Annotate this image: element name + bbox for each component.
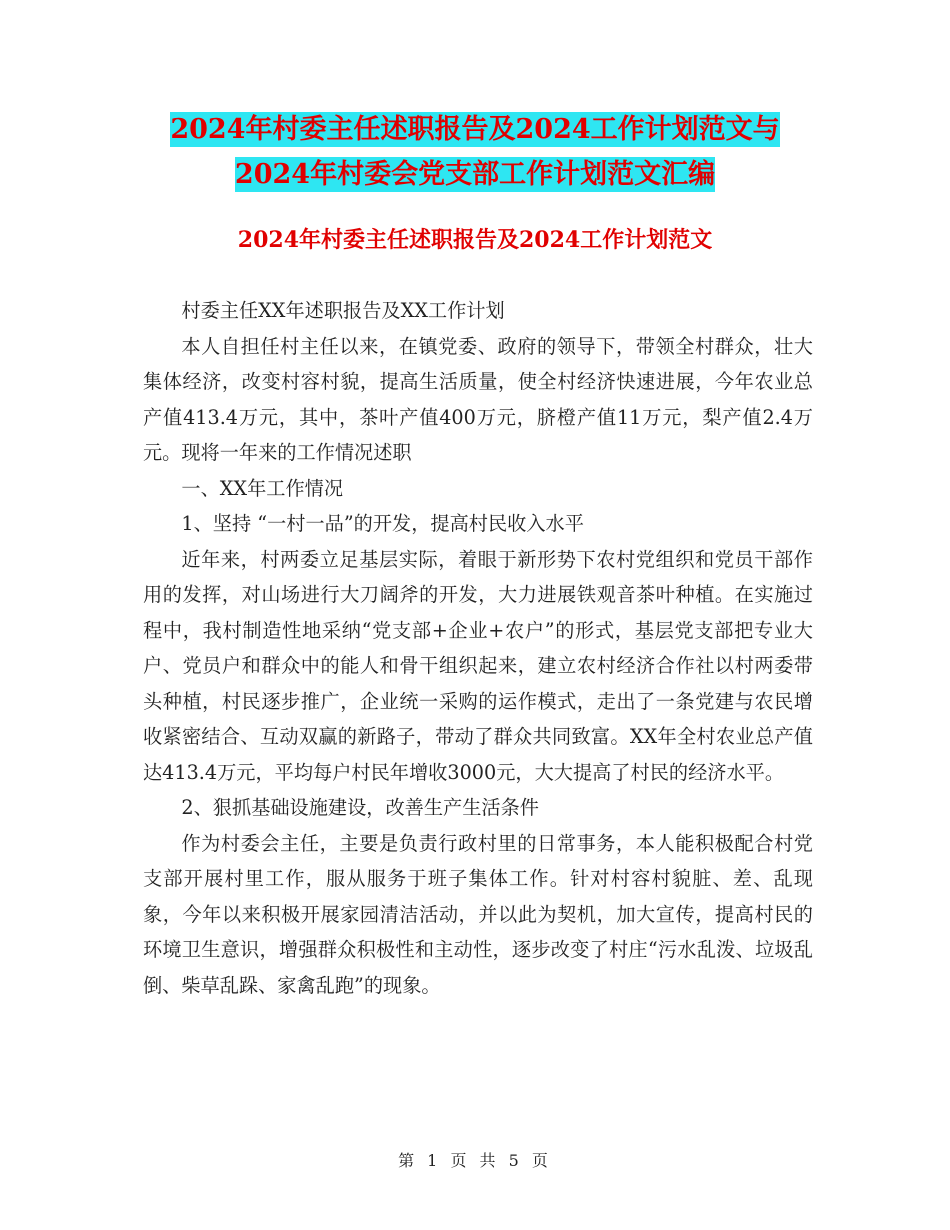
- section-title: 2024年村委主任述职报告及2024工作计划范文: [237, 227, 713, 253]
- document-title-line-2: [0, 155, 950, 195]
- paragraph: 近年来，村两委立足基层实际，着眼于新形势下农村党组织和党员干部作用的发挥，对山场进行大刀阔斧的开发，大力进展铁观音茶叶种植。在实施过程中，我村制造性地采纳“党支部+企业+农户”的形式，基层党支部把专业大户、党员户和群众中的能人和骨干组织起来，建立农村经济合作社以村两委带头种植，村民逐步推广，企业统一采购的运作模式，走出了一条党建与农民增收紧密结合、互动双赢的新路子，带动了群众共同致富。XX年全村农业总产值达413.4万元，平均每户村民年增收3000元，大大提高了村民的经济水平。: [143, 547, 813, 784]
- document-body: [143, 293, 813, 1003]
- paragraph: 作为村委会主任，主要是负责行政村里的日常事务，本人能积极配合村党支部开展村里工作，服从服务于班子集体工作。针对村容村貌脏、差、乱现象，今年以来积极开展家园清洁活动，并以此为契机，加大宣传，提高村民的环境卫生意识，增强群众积极性和主动性，逐步改变了村庄“污水乱泼、垃圾乱倒、柴草乱跺、家禽乱跑”的现象。: [143, 831, 813, 997]
- title-highlight: 2024年村委会党支部工作计划范文汇编: [234, 159, 716, 190]
- paragraph: 村委主任XX年述职报告及XX工作计划: [181, 299, 505, 322]
- page-number-footer: 第 1 页 共 5 页: [398, 1151, 552, 1170]
- paragraph: 1、坚持 “一村一品”的开发，提高村民收入水平: [181, 512, 584, 535]
- paragraph: 一、XX年工作情况: [181, 476, 344, 500]
- paragraph: 本人自担任村主任以来，在镇党委、政府的领导下，带领全村群众，壮大集体经济，改变村容村貌，提高生活质量，使全村经济快速进展，今年农业总产值413.4万元，其中，茶叶产值400万元，脐橙产值11万元，梨产值2.4万元。现将一年来的工作情况述职: [143, 334, 813, 464]
- title-highlight: 2024年村委主任述职报告及2024工作计划范文与: [170, 114, 780, 145]
- document-title-line-1: [0, 110, 950, 150]
- paragraph: 2、狠抓基础设施建设，改善生产生活条件: [181, 796, 539, 819]
